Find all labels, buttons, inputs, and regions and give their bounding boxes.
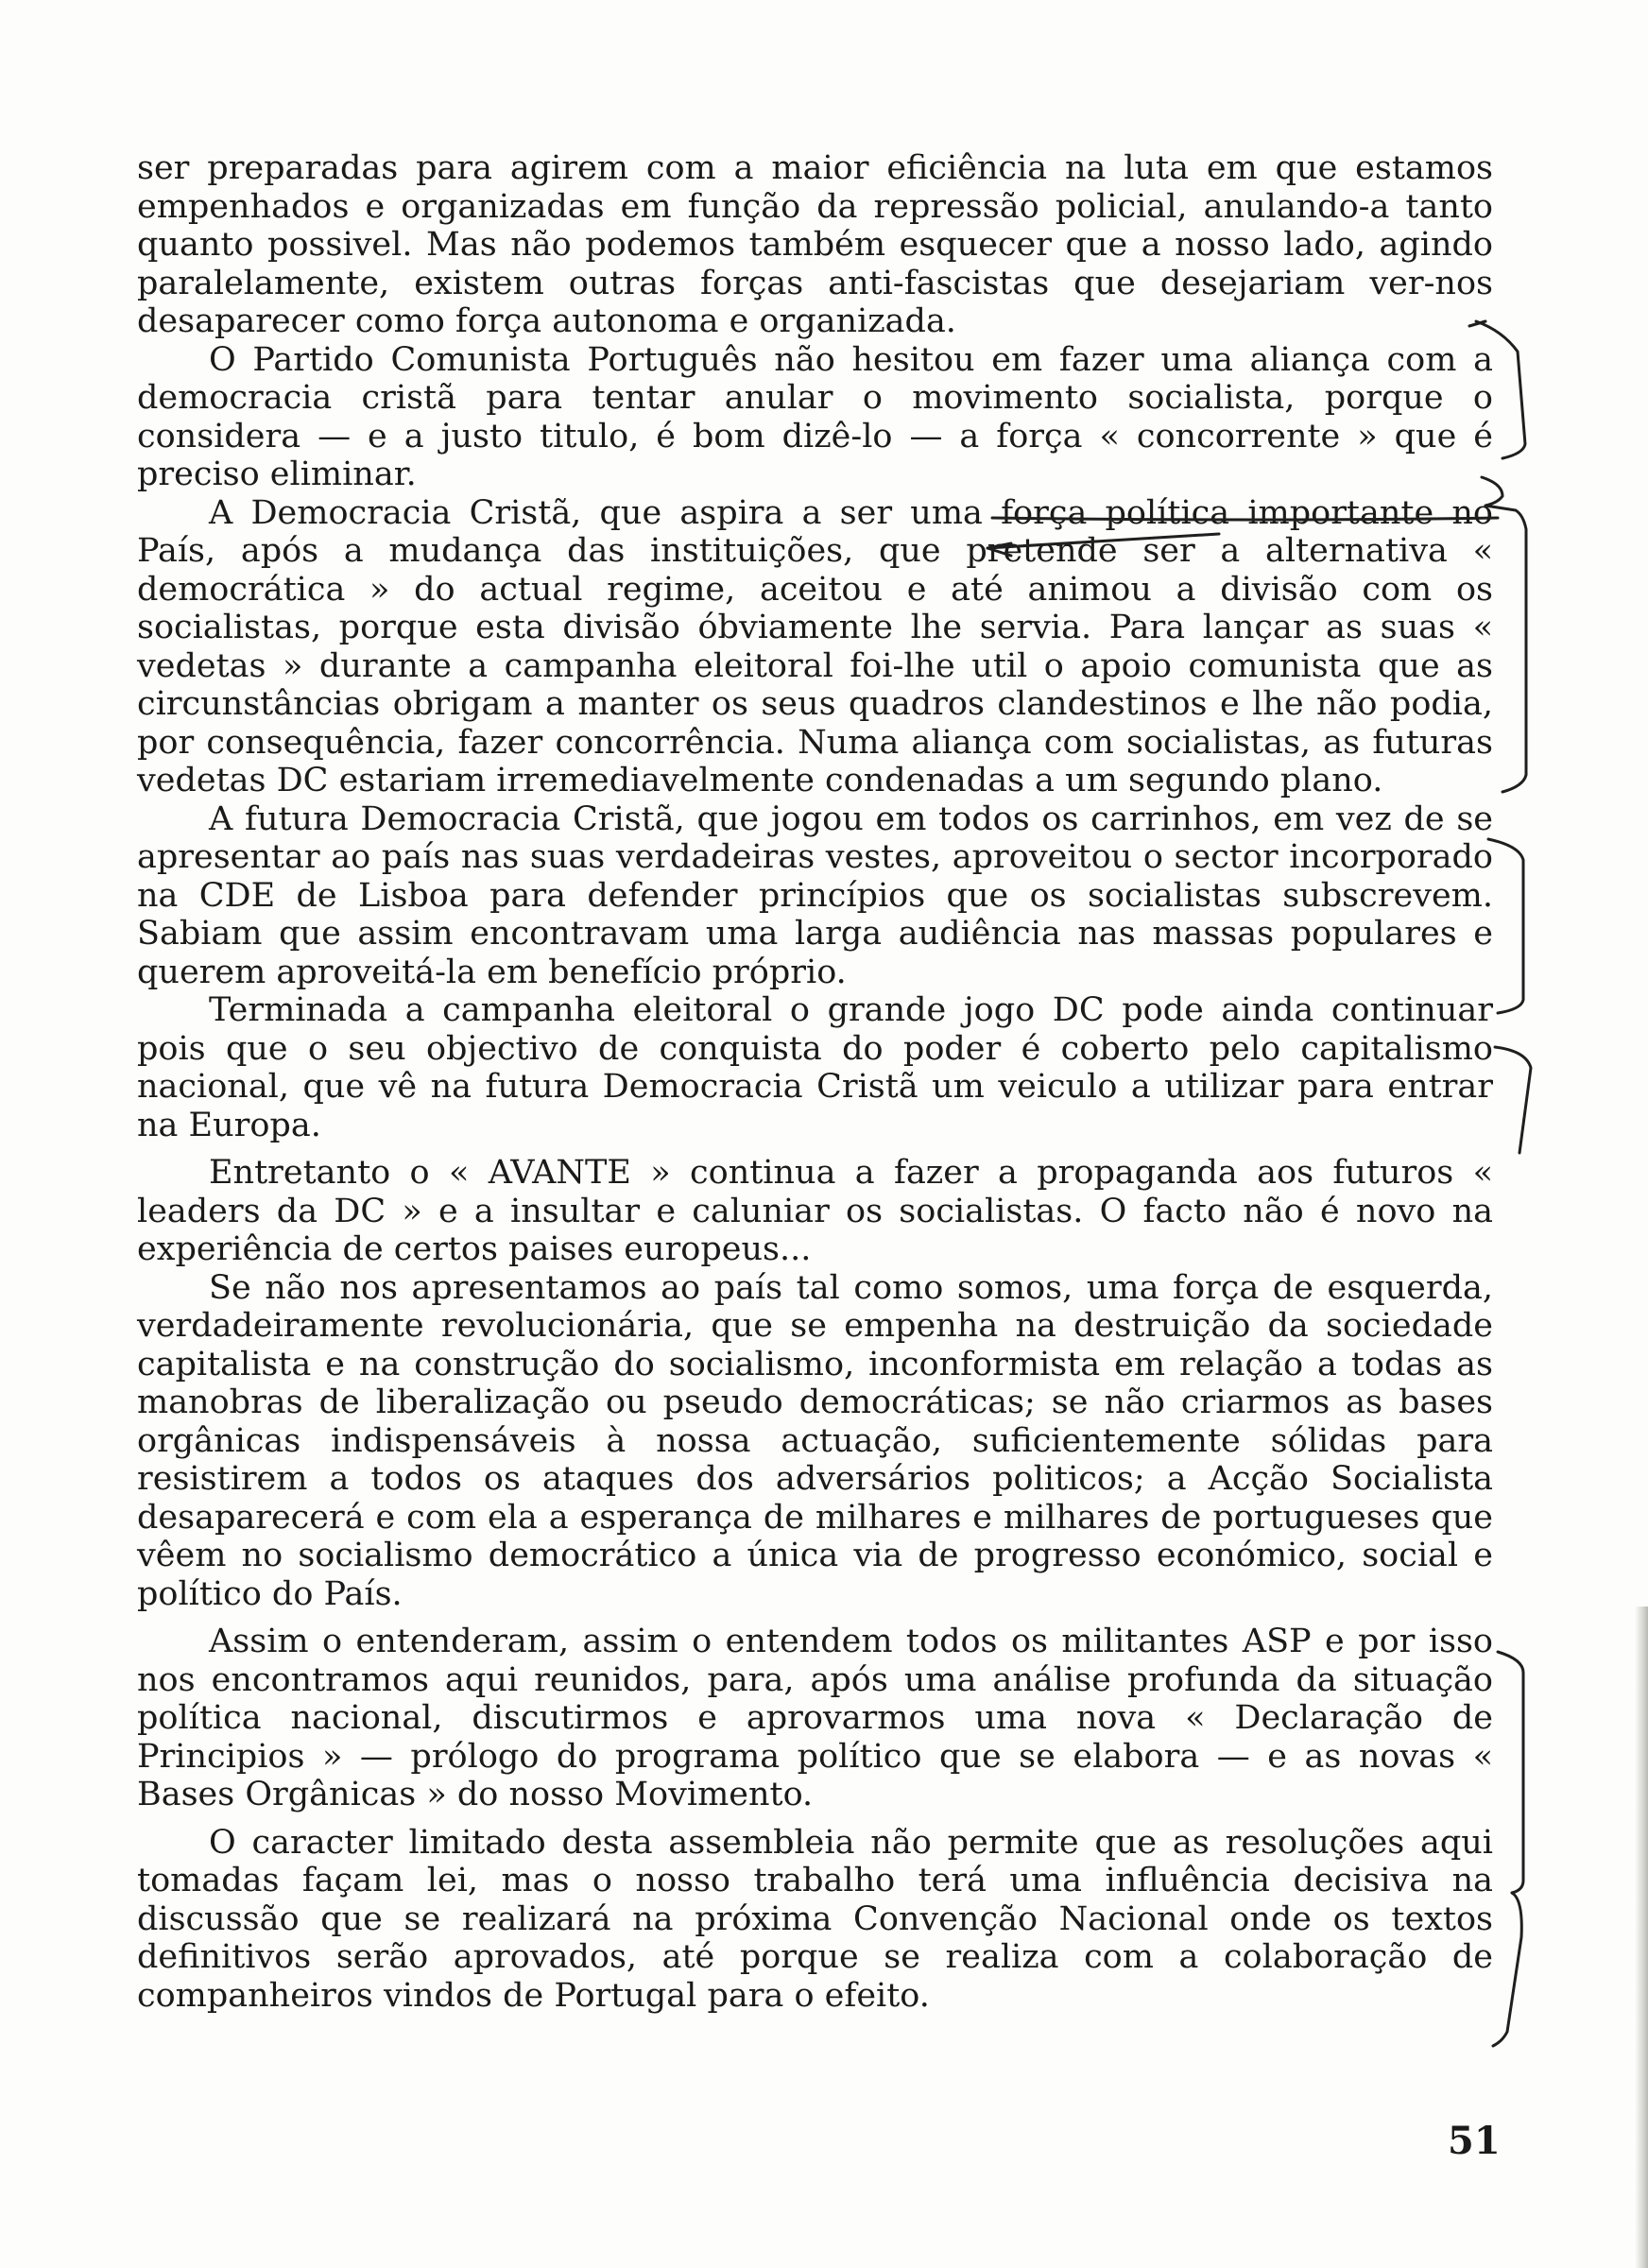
paragraph-6: Entretanto o « AVANTE » continua a fazer a propaganda aos futuros « leaders da DC » e a insultar e caluniar os socialistas. O facto não é novo na experiência de certos paises europeus... — [137, 1154, 1493, 1268]
paragraph-4: A futura Democracia Cristã, que jogou em todos os carrinhos, em vez de se apresentar ao país nas suas verdadeiras vestes, aproveitou o sector incorporado na CDE de Lisboa para defender princípios que os socialistas subscrevem. Sabiam que assim encontravam uma larga audiência nas massas populares e querem aproveitá-la em benefício próprio. — [137, 799, 1493, 991]
page-binding-edge — [1635, 1606, 1648, 2268]
margin-bracket-3 — [1488, 839, 1523, 1013]
paragraph-5: Terminada a campanha eleitoral o grande jogo DC pode ainda continuar pois que o seu objectivo de conquista do poder é coberto pelo capitalismo nacional, que vê na futura Democracia Cristã um veiculo a utilizar para entrar na Europa. — [137, 991, 1493, 1144]
page-number: 51 — [1448, 2119, 1501, 2163]
paragraph-9: O caracter limitado desta assembleia não permite que as resoluções aqui tomadas façam lei, mas o nosso trabalho terá uma influência decisiva na discussão que se realizará na próxima Convenção Nacional onde os textos definitivos serão aprovados, até porque se realiza com a colaboração de companheiros vindos de Portugal para o efeito. — [137, 1823, 1493, 2015]
document-body — [137, 149, 1493, 2015]
paragraph-1: ser preparadas para agirem com a maior eficiência na luta em que estamos empenhados e organizadas em função da repressão policial, anulando-a tanto quanto possivel. Mas não podemos também esquecer que a nosso lado, agindo paralelamente, existem outras forças anti-fascistas que desejariam ver-nos desaparecer como força autonoma e organizada. — [137, 149, 1493, 340]
paragraph-3: A Democracia Cristã, que aspira a ser uma força política importante no País, após a mudança das instituições, que pretende ser a alternativa « democrática » do actual regime, aceitou e até animou a divisão com os socialistas, porque esta divisão óbviamente lhe servia. Para lançar as suas « vedetas » durante a campanha eleitoral foi-lhe util o apoio comunista que as circunstâncias obrigam a manter os seus quadros clandestinos e lhe não podia, por consequência, fazer concorrência. Numa aliança com socialistas, as futuras vedetas DC estariam irremediavelmente condenadas a um segundo plano. — [137, 493, 1493, 799]
margin-bracket-4 — [1495, 1047, 1531, 1153]
margin-bracket-5 — [1498, 1652, 1523, 1893]
paragraph-2: O Partido Comunista Português não hesitou em fazer uma aliança com a democracia cristã para tentar anular o movimento socialista, porque o considera — e a justo titulo, é bom dizê-lo — a força « concorrente » que é preciso eliminar. — [137, 340, 1493, 493]
margin-bracket-6 — [1493, 1893, 1521, 2046]
paragraph-8: Assim o entenderam, assim o entendem todos os militantes ASP e por isso nos encontramos aqui reunidos, para, após uma análise profunda da situação política nacional, discutirmos e aprovarmos uma nova « Declaração de Principios » — prólogo do programa político que se elabora — e as novas « Bases Orgânicas » do nosso Movimento. — [137, 1623, 1493, 1813]
paragraph-7: Se não nos apresentamos ao país tal como somos, uma força de esquerda, verdadeiramente revolucionária, que se empenha na destruição da sociedade capitalista e na construção do socialismo, inconformista em relação a todas as manobras de liberalização ou pseudo democráticas; se não criarmos as bases orgânicas indispensáveis à nossa actuação, suficientemente sólidas para resistirem a todos os ataques dos adversários politicos; a Acção Socialista desaparecerá e com ela a esperança de milhares e milhares de portugueses que vêem no socialismo democrático a única via de progresso económico, social e político do País. — [137, 1268, 1493, 1613]
